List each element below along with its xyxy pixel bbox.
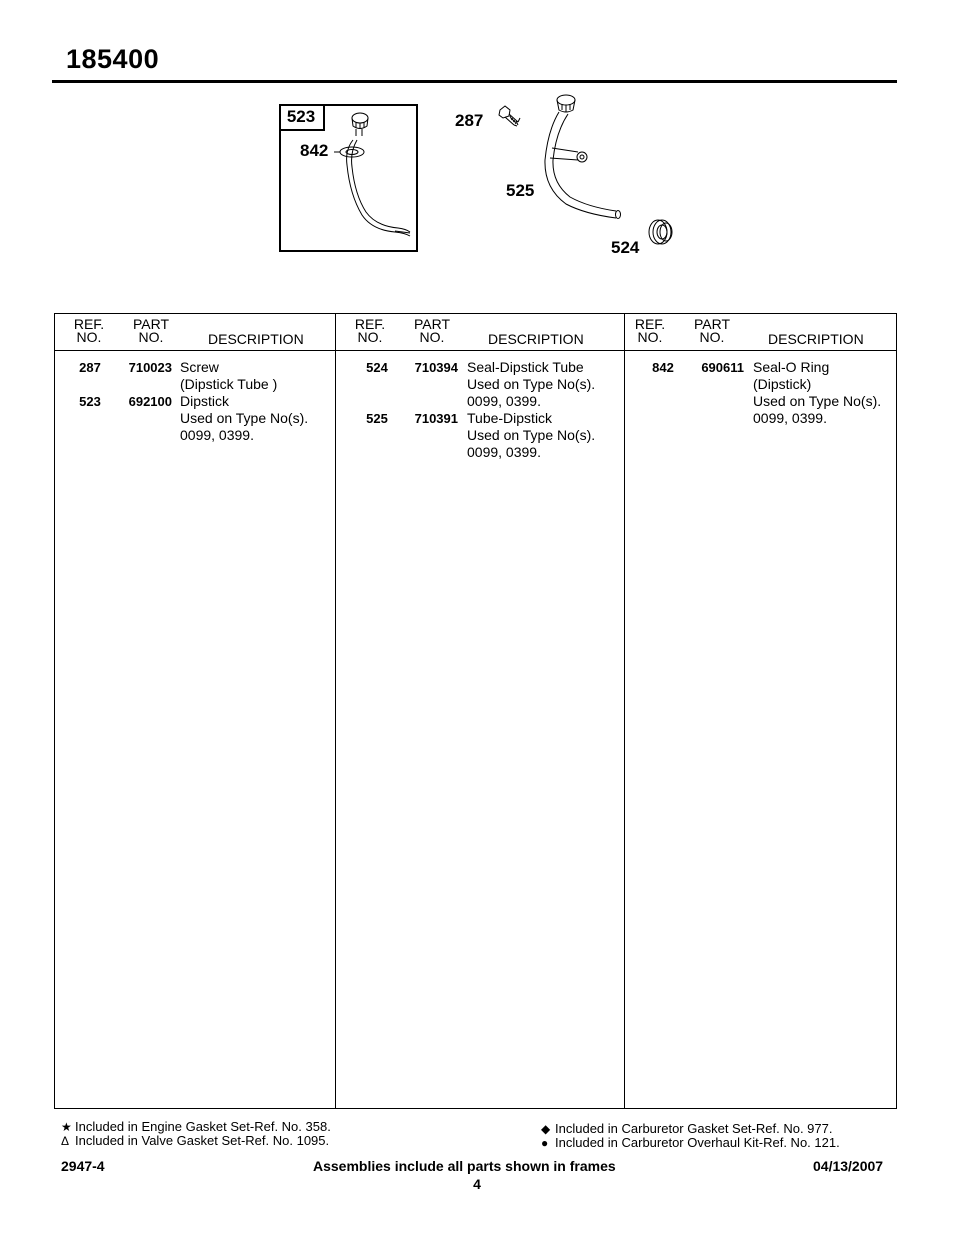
tube-drawing <box>545 95 621 219</box>
document-date: 04/13/2007 <box>813 1158 884 1174</box>
header-ref: REF. NO. <box>634 316 666 345</box>
screw-drawing <box>499 106 520 126</box>
callout-524: 524 <box>611 238 640 257</box>
footnote-delta: Δ Included in Valve Gasket Set-Ref. No. 1095. <box>61 1133 330 1148</box>
document-number: 2947-4 <box>61 1158 105 1174</box>
frame-label: 523 <box>279 104 325 131</box>
header-description: DESCRIPTION <box>768 331 864 347</box>
part-number: 690611 <box>701 360 744 375</box>
header-divider <box>55 350 896 351</box>
parts-diagram <box>0 0 954 300</box>
ref-number: 525 <box>366 411 388 426</box>
header-ref: REF. NO. <box>354 316 386 345</box>
column-divider <box>624 314 625 1108</box>
callout-287: 287 <box>455 111 484 130</box>
ref-number: 523 <box>79 394 101 409</box>
page-number: 4 <box>473 1176 481 1192</box>
header-part: PART NO. <box>132 316 170 345</box>
ref-number: 842 <box>652 360 674 375</box>
callout-842: 842 <box>300 141 329 160</box>
part-description: Screw (Dipstick Tube ) <box>180 359 278 392</box>
header-part: PART NO. <box>413 316 451 345</box>
footnote-diamond: ◆ Included in Carburetor Gasket Set-Ref. No. 977. <box>541 1121 833 1136</box>
header-description: DESCRIPTION <box>488 331 584 347</box>
part-number: 692100 <box>128 394 172 409</box>
part-description: Tube-Dipstick Used on Type No(s). 0099, 0399. <box>467 410 596 460</box>
bullet-icon: ● <box>541 1136 549 1150</box>
callout-525: 525 <box>506 181 535 200</box>
ref-number: 524 <box>366 360 388 375</box>
part-description: Seal-O Ring (Dipstick) Used on Type No(s). 0099, 0399. <box>753 359 882 426</box>
part-description: Dipstick Used on Type No(s). 0099, 0399. <box>180 393 309 443</box>
part-number: 710023 <box>128 360 172 375</box>
star-icon: ★ <box>61 1120 72 1134</box>
page-title: 185400 <box>66 44 160 74</box>
column-divider <box>335 314 336 1108</box>
footnote-dot: ● Included in Carburetor Overhaul Kit-Ref. No. 121. <box>541 1135 840 1150</box>
seal-drawing <box>649 220 672 244</box>
header-part: PART NO. <box>693 316 731 345</box>
header-description: DESCRIPTION <box>208 331 304 347</box>
o-ring-drawing <box>334 147 364 157</box>
footnote-star: ★ Included in Engine Gasket Set-Ref. No. 358. <box>61 1119 331 1134</box>
diamond-icon: ◆ <box>541 1122 551 1136</box>
dipstick-drawing <box>347 113 410 236</box>
part-number: 710391 <box>414 411 458 426</box>
part-description: Seal-Dipstick Tube Used on Type No(s). 0099, 0399. <box>467 359 596 409</box>
parts-drawing <box>0 0 954 300</box>
parts-table <box>54 313 897 1109</box>
frame-note: Assemblies include all parts shown in frames <box>313 1158 616 1174</box>
delta-icon: Δ <box>61 1134 70 1148</box>
ref-number: 287 <box>79 360 101 375</box>
header-ref: REF. NO. <box>73 316 105 345</box>
part-number: 710394 <box>414 360 458 375</box>
